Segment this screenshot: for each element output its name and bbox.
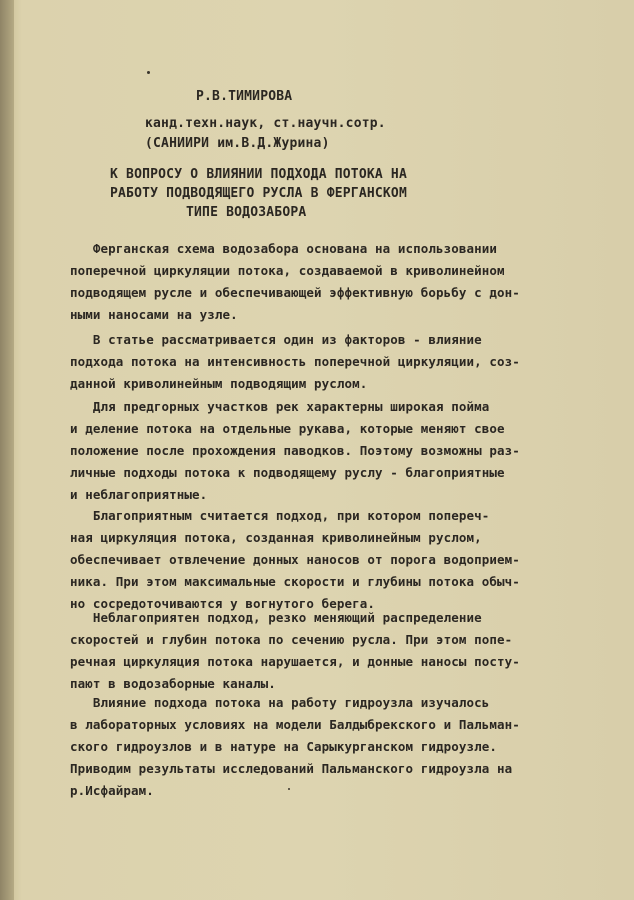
page-binding-edge — [0, 0, 14, 900]
body-paragraph — [70, 238, 540, 326]
body-line: Для предгорных участков рек характерны широкая пойма — [70, 399, 490, 414]
body-line: речная циркуляция потока нарушается, и донные наносы посту- — [70, 654, 520, 669]
ink-speck — [147, 71, 150, 74]
article-title-line: ТИПЕ ВОДОЗАБОРА — [186, 205, 307, 220]
body-line: р.Исфайрам. — [70, 783, 154, 798]
body-line: ная циркуляция потока, созданная криволинейным руслом, — [70, 530, 482, 545]
body-line: обеспечивает отвлечение донных наносов от порога водоприем- — [70, 552, 520, 567]
body-line: Приводим результаты исследований Пальманского гидроузла на — [70, 761, 513, 776]
body-paragraph — [70, 607, 540, 695]
body-line: данной криволинейным подводящим руслом. — [70, 376, 368, 391]
body-line: и неблагоприятные. — [70, 487, 208, 502]
body-line: ского гидроузлов и в натуре на Сарыкурганском гидроузле. — [70, 739, 498, 754]
body-line: Неблагоприятен подход, резко меняющий распределение — [70, 610, 482, 625]
article-title-line: РАБОТУ ПОДВОДЯЩЕГО РУСЛА В ФЕРГАНСКОМ — [110, 186, 407, 201]
body-line: и деление потока на отдельные рукава, которые меняют свое — [70, 421, 505, 436]
body-paragraph — [70, 396, 540, 506]
body-line: в лабораторных условиях на модели Балдыбрекского и Пальман- — [70, 717, 520, 732]
body-line: ника. При этом максимальные скорости и глубины потока обыч- — [70, 574, 520, 589]
author-name: Р.В.ТИМИРОВА — [196, 89, 293, 104]
body-line: подводящем русле и обеспечивающей эффективную борьбу с дон- — [70, 285, 520, 300]
body-line: подхода потока на интенсивность поперечной циркуляции, соз- — [70, 354, 520, 369]
body-paragraph — [70, 692, 540, 802]
body-line: но сосредоточиваются у вогнутого берега. — [70, 596, 376, 611]
body-line: личные подходы потока к подводящему руслу - благоприятные — [70, 465, 505, 480]
body-line: Ферганская схема водозабора основана на использовании — [70, 241, 498, 256]
body-line: Влияние подхода потока на работу гидроузла изучалось — [70, 695, 490, 710]
body-line: ными наносами на узле. — [70, 307, 238, 322]
body-line: Благоприятным считается подход, при котором попереч- — [70, 508, 490, 523]
body-line: В статье рассматривается один из факторов - влияние — [70, 332, 482, 347]
body-line: поперечной циркуляции потока, создаваемой в криволинейном — [70, 263, 505, 278]
body-line: скоростей и глубин потока по сечению русла. При этом попе- — [70, 632, 513, 647]
body-line: пают в водозаборные каналы. — [70, 676, 276, 691]
author-position: канд.техн.наук, ст.научн.сотр. — [145, 116, 386, 131]
article-title-line: К ВОПРОСУ О ВЛИЯНИИ ПОДХОДА ПОТОКА НА — [110, 167, 407, 182]
author-institution: (САНИИРИ им.В.Д.Журина) — [145, 136, 330, 151]
body-paragraph — [70, 505, 540, 615]
body-paragraph — [70, 329, 540, 395]
body-line: положение после прохождения паводков. Поэтому возможны раз- — [70, 443, 520, 458]
